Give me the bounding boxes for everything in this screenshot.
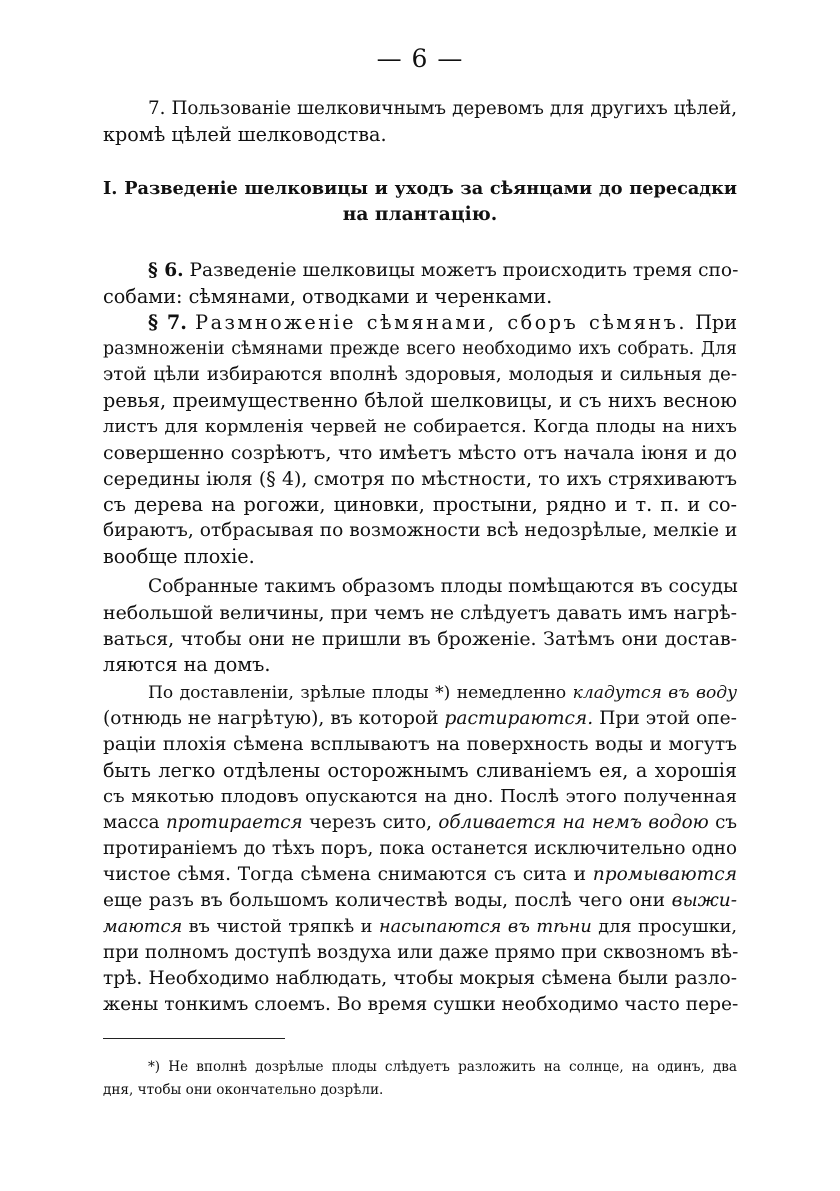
para7-mark: § 7. (148, 311, 187, 334)
para7-tail: При (695, 311, 737, 334)
page-number: — 6 — (376, 44, 464, 73)
para8-line-1: Собранные такимъ образомъ плоды помѣщаются въ сосуды (148, 576, 738, 597)
para9-text: масса (103, 812, 160, 833)
para9-italic-phrase: насыпаются въ тѣни (378, 917, 592, 937)
para9-line-7: протираніемъ до тѣхъ поръ, пока останется исключительно одно (103, 838, 737, 859)
para7-line-4: ревья, преимущественно бѣлой шелковицы, и съ нихъ весною (103, 389, 737, 412)
footnote-line-1: *) Не вполнѣ дозрѣлые плоды слѣдуетъ разложить на солнце, на одинъ, два (148, 1059, 737, 1075)
para7-line-5: листъ для кормленія червей не собирается. Когда плоды на нихъ (103, 416, 737, 437)
para9-text: съ (715, 812, 738, 833)
para9-line-5: съ мякотью плодовъ опускаются на дно. Послѣ этого полученная (103, 786, 737, 807)
para7-line-9: бираютъ, отбрасывая по возможности всѣ недозрѣлые, мелкіе и (103, 520, 738, 541)
para9-italic-phrase: маются (103, 917, 183, 937)
para8-line-4: ляются на домъ. (103, 653, 271, 676)
para7-spaced-title: Размноженіе сѣмянами, сборъ сѣмянъ. (195, 311, 687, 334)
para8-line-2: небольшой величины, при чемъ не слѣдуетъ давать имъ нагрѣ- (103, 602, 737, 624)
para9-italic-phrase: промываются (592, 864, 737, 885)
para9-line-1 (148, 680, 737, 706)
para7-line-1 (148, 310, 737, 336)
para7-line-2: размноженіи сѣмянами прежде всего необходимо ихъ собрать. Для (103, 339, 737, 359)
para9-line-4: быть легко отдѣлены осторожнымъ сливаніемъ ея, а хорошія (103, 759, 737, 782)
para9-line-6 (103, 810, 737, 836)
para8-line-3: ваться, чтобы они не пришли въ броженіе. Затѣмъ они достав- (103, 628, 737, 650)
para7-line-10: вообще плохіе. (103, 545, 255, 568)
para9-italic-phrase: кладутся въ воду (572, 683, 738, 703)
para9-text: для просушки, (598, 917, 738, 937)
para9-italic-phrase: выжи- (671, 890, 738, 911)
para9-text: черезъ сито, (309, 812, 432, 833)
para9-line-3: раціи плохія сѣмена всплываютъ на поверхность воды и могутъ (103, 734, 737, 755)
para9-line-11: при полномъ доступѣ воздуха или даже прямо при сквозномъ вѣ- (103, 942, 739, 963)
para9-text: По доставленіи, зрѣлые плоды *) немедленно (148, 683, 567, 703)
para9-italic-phrase: растираются. (444, 708, 594, 729)
para7-line-3: этой цѣли избираются вполнѣ здоровыя, молодыя и сильныя де- (103, 364, 737, 385)
para7-line-7: середины іюля (§ 4), смотря по мѣстности, то ихъ стряхиваютъ (103, 468, 737, 490)
para7-line-6: совершенно созрѣютъ, что имѣетъ мѣсто отъ начала іюня и до (103, 442, 737, 464)
section-heading-line-2: на плантацію. (342, 204, 498, 225)
para9-italic-phrase: обливается на немъ водою (438, 812, 709, 833)
para6-line-2: собами: сѣмянами, отводками и черенками. (103, 285, 553, 308)
section-heading-line-1: I. Разведеніе шелковицы и уходъ за сѣянцами до пересадки (103, 178, 737, 199)
para9-text: чистое сѣмя. Тогда сѣмена снимаются съ сита и (103, 864, 586, 885)
para9-line-2 (103, 706, 737, 732)
para9-text: (отнюдь не нагрѣтую), въ которой (103, 708, 439, 729)
para6-mark: § 6. (148, 260, 184, 281)
para9-line-10 (103, 914, 737, 940)
para9-text: еще разъ въ большомъ количествѣ воды, послѣ чего они (103, 890, 666, 911)
para7-line-8: съ дерева на рогожи, циновки, простыни, рядно и т. п. и со- (103, 493, 737, 516)
para9-line-12: трѣ. Необходимо наблюдать, чтобы мокрыя сѣмена были разло- (103, 968, 737, 989)
para6-line-1 (148, 258, 737, 284)
item7-line-1: 7. Пользованіе шелковичнымъ деревомъ для другихъ цѣлей, (148, 98, 737, 119)
para9-text: въ чистой тряпкѣ и (188, 917, 373, 937)
para9-italic-phrase: протирается (165, 812, 303, 833)
item7-line-2: кромѣ цѣлей шелководства. (103, 123, 387, 146)
para9-line-13: жены тонкимъ слоемъ. Во время сушки необходимо часто пере- (103, 994, 739, 1015)
para6-text-1: Разведеніе шелковицы можетъ происходить тремя спо- (189, 260, 739, 281)
para9-line-8 (103, 862, 737, 888)
para9-line-9 (103, 888, 737, 914)
para9-text: При этой опе- (599, 708, 737, 729)
footnote-rule (103, 1038, 285, 1039)
footnote-line-2: дня, чтобы они окончательно дозрѣли. (103, 1082, 384, 1098)
